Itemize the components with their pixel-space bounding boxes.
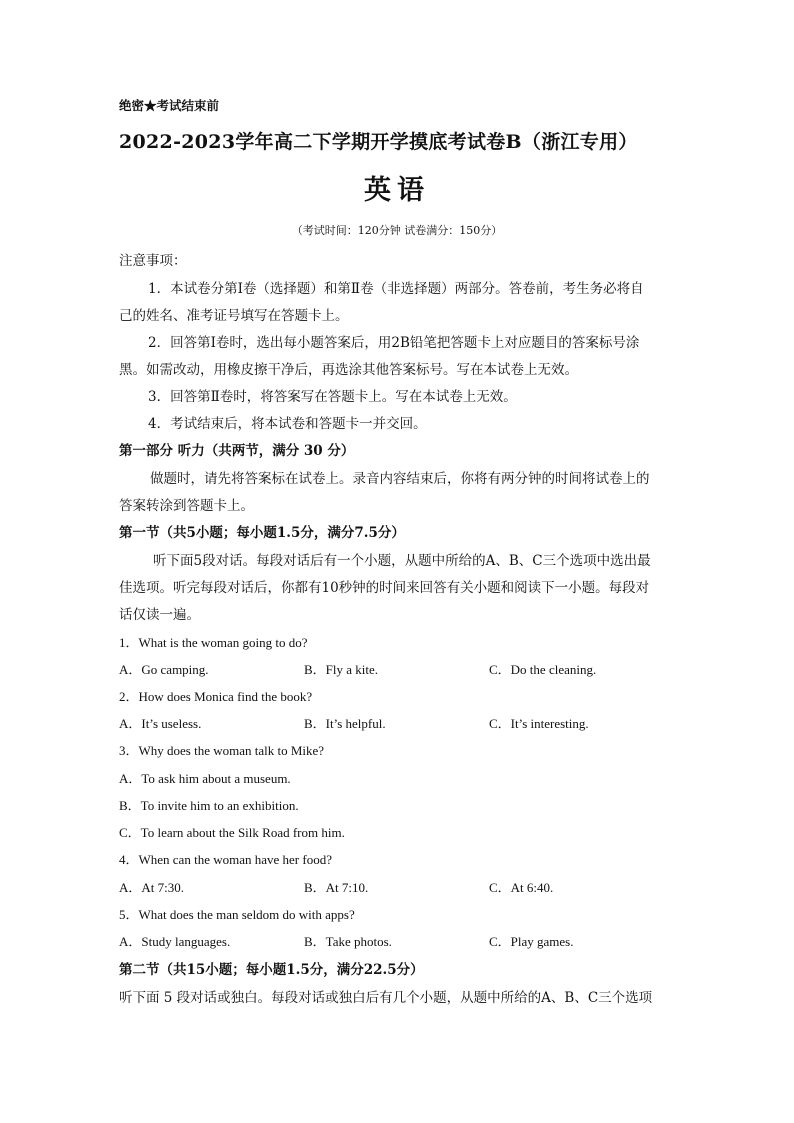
option-a: A．Go camping. — [119, 662, 209, 677]
exam-info: （考试时间：120分钟 试卷满分：150分） — [291, 224, 503, 237]
option-b: B．Fly a kite. — [304, 662, 379, 677]
exam-title: 2022-2023学年高二下学期开学摸底考试卷B（浙江专用） — [119, 131, 638, 153]
question: 2．How does Monica find the book? — [119, 689, 313, 704]
note-item: 3．回答第Ⅱ卷时，将答案写在答题卡上。写在本试卷上无效。 — [148, 389, 517, 405]
option-a: A．To ask him about a museum. — [119, 771, 291, 786]
option-c: C．At 6:40. — [489, 880, 554, 895]
part1-instruction: 做题时，请先将答案标在试卷上。录音内容结束后，你将有两分钟的时间将试卷上的 — [150, 471, 650, 487]
note-item: 4．考试结束后，将本试卷和答题卡一并交回。 — [148, 416, 427, 432]
option-c: C．Play games. — [489, 934, 574, 949]
note-item: 1．本试卷分第Ⅰ卷（选择题）和第Ⅱ卷（非选择题）两部分。答卷前，考生务必将自 — [148, 281, 644, 297]
section2-heading: 第二节（共15小题；每小题1.5分，满分22.5分） — [119, 962, 424, 978]
question: 5．What does the man seldom do with apps? — [119, 907, 355, 922]
note-item: 黑。如需改动，用橡皮擦干净后，再选涂其他答案标号。写在本试卷上无效。 — [119, 362, 578, 378]
option-c: C．It’s interesting. — [489, 716, 589, 731]
subject-title: 英语 — [364, 175, 430, 206]
note-item: 己的姓名、准考证号填写在答题卡上。 — [119, 308, 349, 324]
question: 3．Why does the woman talk to Mike? — [119, 743, 325, 758]
question: 1．What is the woman going to do? — [119, 635, 308, 650]
part1-instruction: 答案转涂到答题卡上。 — [119, 498, 254, 514]
option-c: C．Do the cleaning. — [489, 662, 597, 677]
note-item: 2．回答第Ⅰ卷时，选出每小题答案后，用2B铅笔把答题卡上对应题目的答案标号涂 — [148, 335, 640, 351]
section1-instruction: 佳选项。听完每段对话后，你都有10秒钟的时间来回答有关小题和阅读下一小题。每段对 — [119, 580, 650, 596]
option-c: C．To learn about the Silk Road from him. — [119, 825, 345, 840]
part1-heading: 第一部分 听力（共两节，满分 30 分） — [119, 443, 355, 459]
option-b: B．It’s helpful. — [304, 716, 386, 731]
confidential-label: 绝密★考试结束前 — [119, 98, 220, 113]
option-a: A．At 7:30. — [119, 880, 185, 895]
section2-instruction: 听下面 5 段对话或独白。每段对话或独白后有几个小题，从题中所给的A、B、C三个选项 — [119, 990, 653, 1006]
option-a: A．It’s useless. — [119, 716, 202, 731]
option-b: B．At 7:10. — [304, 880, 369, 895]
option-b: B．Take photos. — [304, 934, 392, 949]
question: 4．When can the woman have her food? — [119, 852, 332, 867]
section1-heading: 第一节（共5小题；每小题1.5分，满分7.5分） — [119, 525, 405, 541]
section1-instruction: 话仅读一遍。 — [119, 607, 200, 623]
notes-heading: 注意事项： — [119, 253, 187, 269]
option-b: B．To invite him to an exhibition. — [119, 798, 299, 813]
option-a: A．Study languages. — [119, 934, 231, 949]
section1-instruction: 听下面5段对话。每段对话后有一个小题，从题中所给的A、B、C三个选项中选出最 — [153, 553, 651, 569]
